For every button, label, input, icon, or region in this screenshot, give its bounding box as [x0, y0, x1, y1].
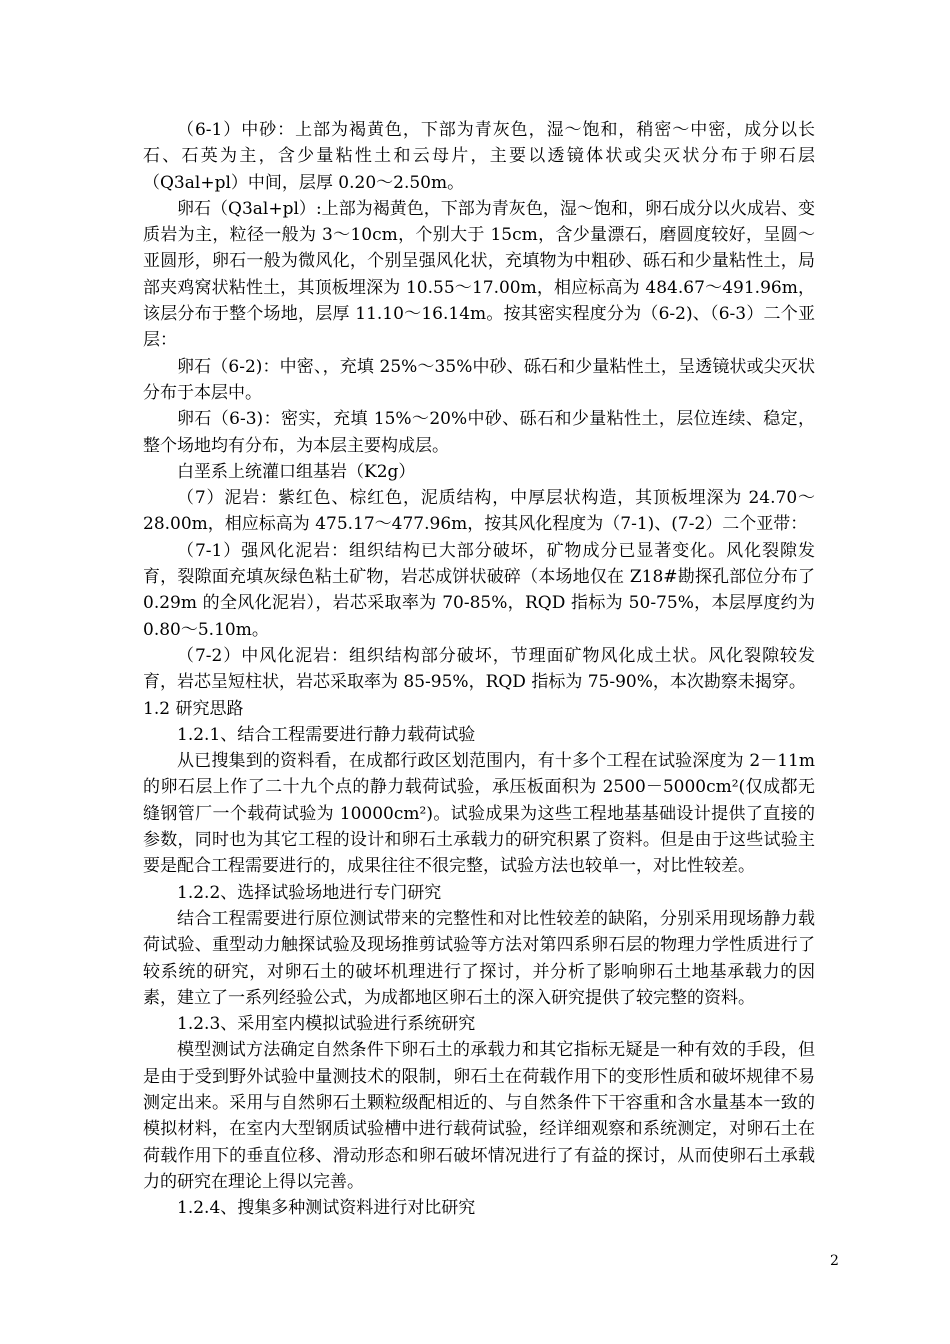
subsection-heading-1-2-1: 1.2.1、结合工程需要进行静力载荷试验: [177, 724, 476, 745]
paragraph-1-2-3: 模型测试方法确定自然条件下卵石土的承载力和其它指标无疑是一种有效的手段，但是由于受到野外试验中量测技术的限制，卵石土在荷载作用下的变形性质和破坏规律不易测定出来。采用与自然卵石土颗粒级配相近的、与自然条件下干容重和含水量基本一致的模拟材料，在室内大型钢质试验槽中进行载荷试验，经详细观察和系统测定，对卵石土在荷载作用下的垂直位移、滑动形态和卵石破坏情况进行了有益的探讨，从而使卵石土承载力的研究在理论上得以完善。: [143, 1040, 815, 1192]
paragraph-gravel: 卵石（Q3al+pl）:上部为褐黄色，下部为青灰色，湿～饱和，卵石成分以火成岩、变质岩为主，粒径一般为 3～10cm，个别大于 15cm，含少量漂石，磨圆度较好，呈圆～亚圆形，卵石一般为微风化，个别呈强风化状，充填物为中粗砂、砾石和少量粘性土，局部夹鸡窝状粘性土，其顶板埋深为 10.55～17.00m，相应标高为 484.67～491.96m，该层分布于整个场地，层厚 11.10～16.14m。按其密实程度分为（6-2)、（6-3）二个亚层：: [143, 198, 815, 351]
paragraph-1-2-2: 结合工程需要进行原位测试带来的完整性和对比性较差的缺陷，分别采用现场静力载荷试验、重型动力触探试验及现场推剪试验等方法对第四系卵石层的物理力学性质进行了较系统的研究，对卵石土的破坏机理进行了探讨，并分析了影响卵石土地基承载力的因素，建立了一系列经验公式，为成都地区卵石土的深入研究提供了较完整的资料。: [143, 908, 815, 1008]
subsection-heading-1-2-4: 1.2.4、搜集多种测试资料进行对比研究: [177, 1198, 476, 1219]
paragraph-mudstone-7-1: （7-1）强风化泥岩：组织结构已大部分破坏，矿物成分已显著变化。风化裂隙发育，裂隙面充填灰绿色粘土矿物，岩芯成饼状破碎（本场地仅在 Z18#勘探孔部位分布了 0.29m 的全风化泥岩），岩芯采取率为 70-85%，RQD 指标为 50-75%，本层厚度约为 0.80～5.10m。: [143, 540, 815, 640]
paragraph-bedrock-heading: 白垩系上统灌口组基岩（K2g）: [177, 461, 416, 482]
subsection-heading-1-2-3: 1.2.3、采用室内模拟试验进行系统研究: [177, 1014, 476, 1035]
section-heading-1-2: 1.2 研究思路: [143, 698, 244, 719]
paragraph-mudstone-7-2: （7-2）中风化泥岩：组织结构部分破坏，节理面矿物风化成土状。风化裂隙较发育，岩芯呈短柱状，岩芯采取率为 85-95%，RQD 指标为 75-90%，本次勘察未揭穿。: [143, 645, 815, 693]
page-number: 2: [830, 1253, 839, 1269]
paragraph-gravel-6-2: 卵石（6-2)：中密、，充填 25%～35%中砂、砾石和少量粘性土，呈透镜状或尖灭状分布于本层中。: [143, 356, 815, 403]
body-text: [143, 117, 815, 1221]
paragraph-mudstone: （7）泥岩：紫红色、棕红色，泥质结构，中厚层状构造，其顶板埋深为 24.70～28.00m，相应标高为 475.17～477.96m，按其风化程度为（7-1)、(7-2）二个亚带：: [143, 488, 815, 535]
subsection-heading-1-2-2: 1.2.2、选择试验场地进行专门研究: [177, 882, 442, 903]
paragraph-medium-sand: （6-1）中砂：上部为褐黄色，下部为青灰色，湿～饱和，稍密～中密，成分以长石、石英为主，含少量粘性土和云母片，主要以透镜体状或尖灭状分布于卵石层（Q3al+pl）中间，层厚 0.20～2.50m。: [143, 120, 815, 193]
paragraph-gravel-6-3: 卵石（6-3)：密实，充填 15%～20%中砂、砾石和少量粘性土，层位连续、稳定，整个场地均有分布，为本层主要构成层。: [143, 409, 815, 456]
paragraph-1-2-1: 从已搜集到的资料看，在成都行政区划范围内，有十多个工程在试验深度为 2－11m 的卵石层上作了二十九个点的静力载荷试验，承压板面积为 2500－5000cm²(仅成都无缝钢管厂一个载荷试验为 10000cm²)。试验成果为这些工程地基基础设计提供了直接的参数，同时也为其它工程的设计和卵石土承载力的研究积累了资料。但是由于这些试验主要是配合工程需要进行的，成果往往不很完整，试验方法也较单一，对比性较差。: [143, 751, 815, 877]
